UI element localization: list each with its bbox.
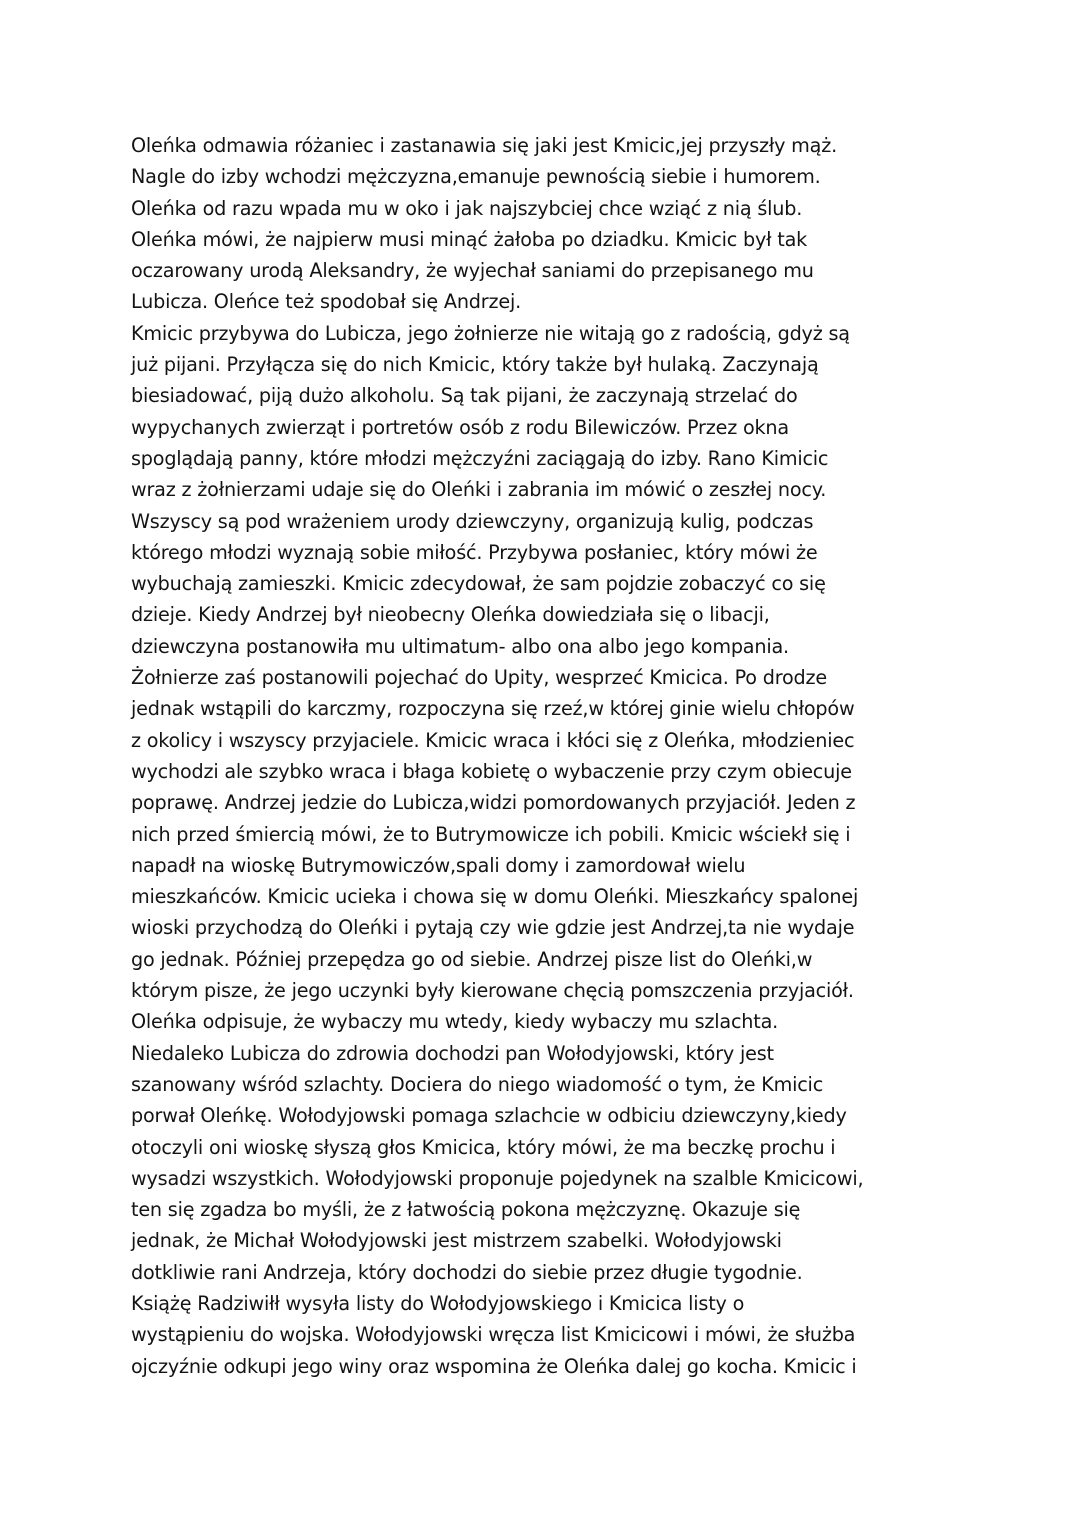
text-line: Kmicic przybywa do Lubicza, jego żołnierze nie witają go z radością, gdyż są xyxy=(131,321,850,345)
text-line: wystąpieniu do wojska. Wołodyjowski wręcza list Kmicicowi i mówi, że służba xyxy=(131,1323,856,1347)
document-body xyxy=(131,130,961,1382)
text-line: wioski przychodzą do Oleńki i pytają czy wie gdzie jest Andrzej,ta nie wydaje xyxy=(131,916,855,940)
text-line: Nagle do izby wchodzi mężczyzna,emanuje pewnością siebie i humorem. xyxy=(131,165,821,189)
text-line: z okolicy i wszyscy przyjaciele. Kmicic wraca i kłóci się z Oleńka, młodzieniec xyxy=(131,728,855,752)
text-line: mieszkańców. Kmicic ucieka i chowa się w domu Oleńki. Mieszkańcy spalonej xyxy=(131,885,859,909)
text-line: Lubicza. Oleńce też spodobał się Andrzej. xyxy=(131,290,521,314)
text-line: szanowany wśród szlachty. Dociera do niego wiadomość o tym, że Kmicic xyxy=(131,1072,824,1096)
text-line: którego młodzi wyznają sobie miłość. Przybywa posłaniec, który mówi że xyxy=(131,540,818,564)
text-line: dziewczyna postanowiła mu ultimatum- albo ona albo jego kompania. xyxy=(131,634,789,658)
text-line: porwał Oleńkę. Wołodyjowski pomaga szlachcie w odbiciu dziewczyny,kiedy xyxy=(131,1104,847,1128)
text-line: Oleńka odpisuje, że wybaczy mu wtedy, kiedy wybaczy mu szlachta. xyxy=(131,1010,779,1034)
text-line: wraz z żołnierzami udaje się do Oleńki i zabrania im mówić o zeszłej nocy. xyxy=(131,478,827,502)
text-line: ten się zgadza bo myśli, że z łatwością pokona mężczyznę. Okazuje się xyxy=(131,1198,801,1222)
text-line: Oleńka od razu wpada mu w oko i jak najszybciej chce wziąć z nią ślub. xyxy=(131,196,803,220)
text-line: Oleńka odmawia różaniec i zastanawia się jaki jest Kmicic,jej przyszły mąż. xyxy=(131,134,838,157)
text-line: Oleńka mówi, że najpierw musi minąć żałoba po dziadku. Kmicic był tak xyxy=(131,227,808,251)
text-line: spoglądają panny, które młodzi mężczyźni zaciągają do izby. Rano Kimicic xyxy=(131,446,829,470)
text-line: nich przed śmiercią mówi, że to Butrymowicze ich pobili. Kmicic wściekł się i xyxy=(131,822,851,846)
text-line: Wszyscy są pod wrażeniem urody dziewczyny, organizują kulig, podczas xyxy=(131,509,814,533)
text-line: biesiadować, piją dużo alkoholu. Są tak pijani, że zaczynają strzelać do xyxy=(131,384,798,408)
text-line: jednak wstąpili do karczmy, rozpoczyna się rzeź,w której ginie wielu chłopów xyxy=(131,697,855,721)
text-line: dotkliwie rani Andrzeja, który dochodzi do siebie przez długie tygodnie. xyxy=(131,1260,803,1284)
text-line: go jednak. Później przepędza go od siebie. Andrzej pisze list do Oleńki,w xyxy=(131,947,813,971)
text-line: poprawę. Andrzej jedzie do Lubicza,widzi pomordowanych przyjaciół. Jeden z xyxy=(131,791,856,815)
text-line: już pijani. Przyłącza się do nich Kmicic, który także był hulaką. Zaczynają xyxy=(131,353,819,377)
text-line: otoczyli oni wioskę słyszą głos Kmicica, który mówi, że ma beczkę prochu i xyxy=(131,1135,836,1159)
text-line: wysadzi wszystkich. Wołodyjowski proponuje pojedynek na szalble Kmicicowi, xyxy=(131,1166,864,1190)
text-line: wybuchają zamieszki. Kmicic zdecydował, że sam pojdzie zobaczyć co się xyxy=(131,572,826,596)
text-line: wypychanych zwierząt i portretów osób z rodu Bilewiczów. Przez okna xyxy=(131,415,789,439)
text-line: ojczyźnie odkupi jego winy oraz wspomina że Oleńka dalej go kocha. Kmicic i xyxy=(131,1354,857,1378)
text-line: oczarowany urodą Aleksandry, że wyjechał saniami do przepisanego mu xyxy=(131,259,814,283)
text-line: Książę Radziwiłł wysyła listy do Wołodyjowskiego i Kmicica listy o xyxy=(131,1291,745,1315)
text-line: Niedaleko Lubicza do zdrowia dochodzi pan Wołodyjowski, który jest xyxy=(131,1041,774,1065)
text-line: jednak, że Michał Wołodyjowski jest mistrzem szabelki. Wołodyjowski xyxy=(131,1229,782,1253)
document-page xyxy=(131,130,961,1382)
text-line: napadł na wioskę Butrymowiczów,spali domy i zamordował wielu xyxy=(131,853,746,877)
text-line: Żołnierze zaś postanowili pojechać do Upity, wesprzeć Kmicica. Po drodze xyxy=(131,666,827,690)
text-line: którym pisze, że jego uczynki były kierowane chęcią pomszczenia przyjaciół. xyxy=(131,979,854,1003)
text-line: dzieje. Kiedy Andrzej był nieobecny Oleńka dowiedziała się o libacji, xyxy=(131,603,770,627)
text-line: wychodzi ale szybko wraca i błaga kobietę o wybaczenie przy czym obiecuje xyxy=(131,759,852,783)
